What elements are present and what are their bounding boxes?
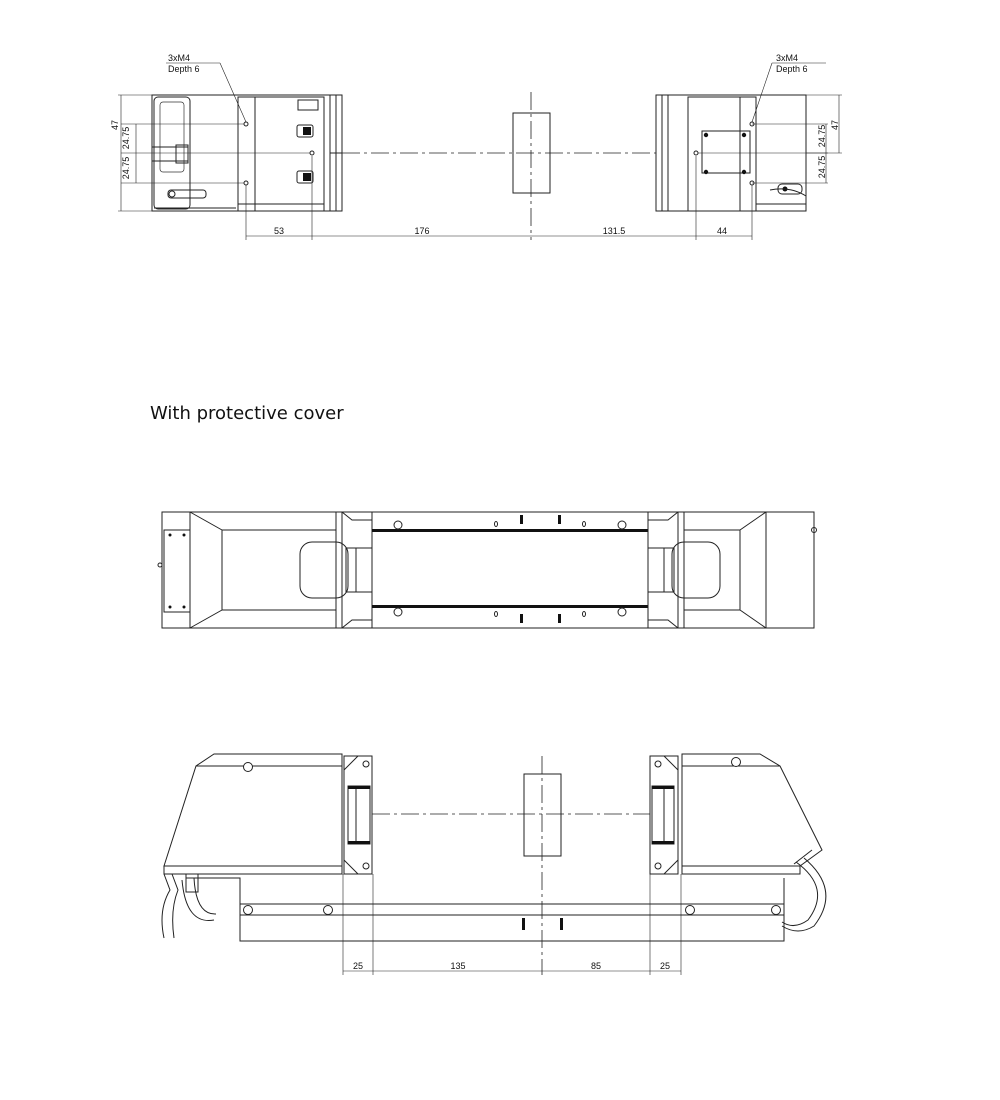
left-dim-24-75-upper: 24.75 <box>121 126 131 150</box>
left-vertical-dimensions <box>110 95 310 211</box>
right-vertical-dimensions <box>698 95 842 183</box>
covered-side-view <box>162 754 826 975</box>
dim-25-left: 25 <box>352 961 364 971</box>
target-block-side <box>524 774 561 856</box>
dim-25-right: 25 <box>659 961 671 971</box>
dim-131-5: 131.5 <box>602 226 626 236</box>
dim-53: 53 <box>273 226 285 236</box>
dim-176: 176 <box>414 226 430 236</box>
covered-top-view <box>158 512 817 628</box>
top-view <box>110 53 842 240</box>
right-callout-thread: 3xM4 <box>776 53 799 63</box>
left-callout-thread: 3xM4 <box>168 53 191 63</box>
left-callout-depth: Depth 6 <box>168 64 200 74</box>
side-horizontal-dimensions <box>343 874 681 975</box>
left-thread-callout <box>166 53 246 122</box>
section-caption: With protective cover <box>150 403 344 424</box>
dim-85: 85 <box>590 961 602 971</box>
right-dim-24-75-upper: 24.75 <box>817 124 827 148</box>
top-horizontal-dimensions <box>246 156 752 240</box>
left-dim-47: 47 <box>110 119 120 131</box>
right-dim-47: 47 <box>830 119 840 131</box>
dim-135: 135 <box>450 961 466 971</box>
dim-44: 44 <box>716 226 728 236</box>
right-dim-24-75-lower: 24.75 <box>817 155 827 179</box>
left-dim-24-75-lower: 24.75 <box>121 156 131 180</box>
right-thread-callout <box>752 53 826 122</box>
right-callout-depth: Depth 6 <box>776 64 808 74</box>
